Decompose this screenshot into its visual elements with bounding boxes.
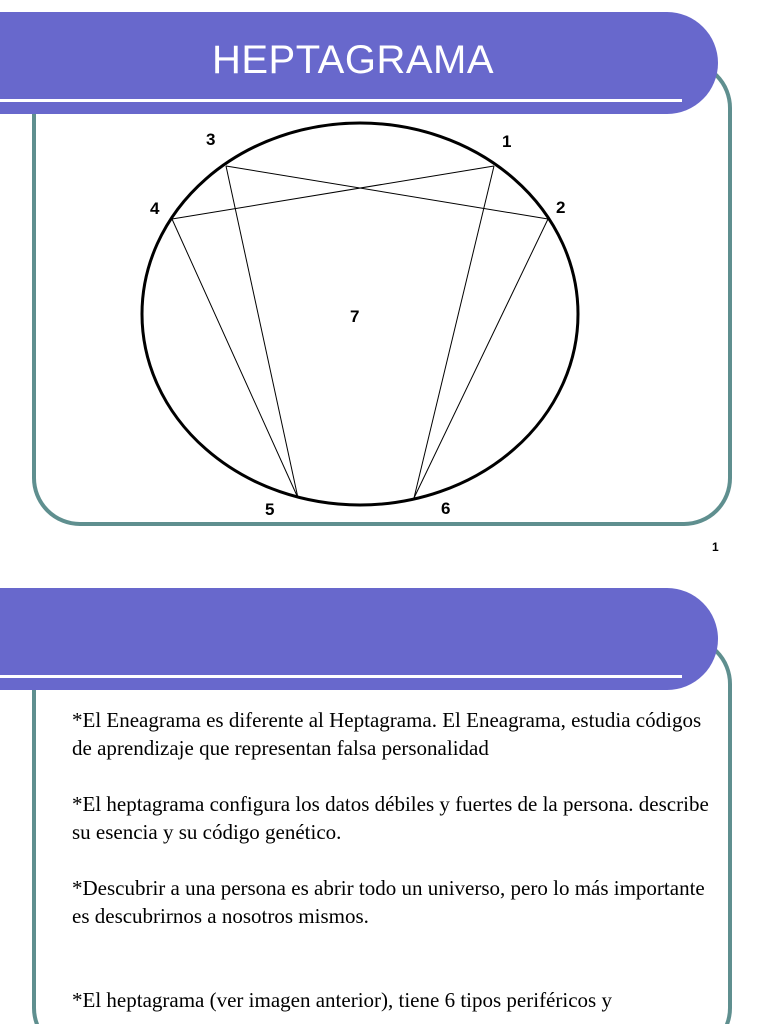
diagram-label-7: 7 [350, 307, 360, 326]
line-4-5 [172, 219, 298, 498]
diagram-lines [172, 166, 548, 498]
page-number: 1 [712, 540, 719, 554]
diagram-label-3: 3 [206, 130, 216, 149]
diagram-label-4: 4 [150, 199, 160, 218]
line-2-6 [414, 219, 548, 498]
line-3-5 [226, 166, 298, 498]
paragraph-3: *Descubrir a una persona es abrir todo un universo, pero lo más importante es descubrirnos a nosotros mismos. [72, 876, 705, 928]
title-underline [0, 675, 682, 678]
paragraph-1: *El Eneagrama es diferente al Heptagrama. El Eneagrama, estudia códigos de aprendizaje que representan falsa personalidad [72, 708, 702, 760]
diagram-label-2: 2 [556, 198, 566, 217]
slide-2-title-bar [0, 588, 718, 690]
line-3-2 [226, 166, 548, 219]
paragraph-2: *El heptagrama configura los datos débiles y fuertes de la persona. describe su esencia y su código genético. [72, 792, 709, 844]
line-4-1 [172, 166, 494, 219]
paragraph-4: *El heptagrama (ver imagen anterior), tiene 6 tipos periféricos y [72, 988, 612, 1012]
diagram-label-6: 6 [441, 499, 451, 518]
slide-2-body [72, 706, 712, 1024]
slide-1-title: HEPTAGRAMA [211, 38, 495, 82]
diagram-label-1: 1 [502, 132, 512, 151]
line-1-6 [414, 166, 494, 498]
diagram-circle [142, 123, 578, 505]
diagram-label-5: 5 [265, 500, 275, 519]
